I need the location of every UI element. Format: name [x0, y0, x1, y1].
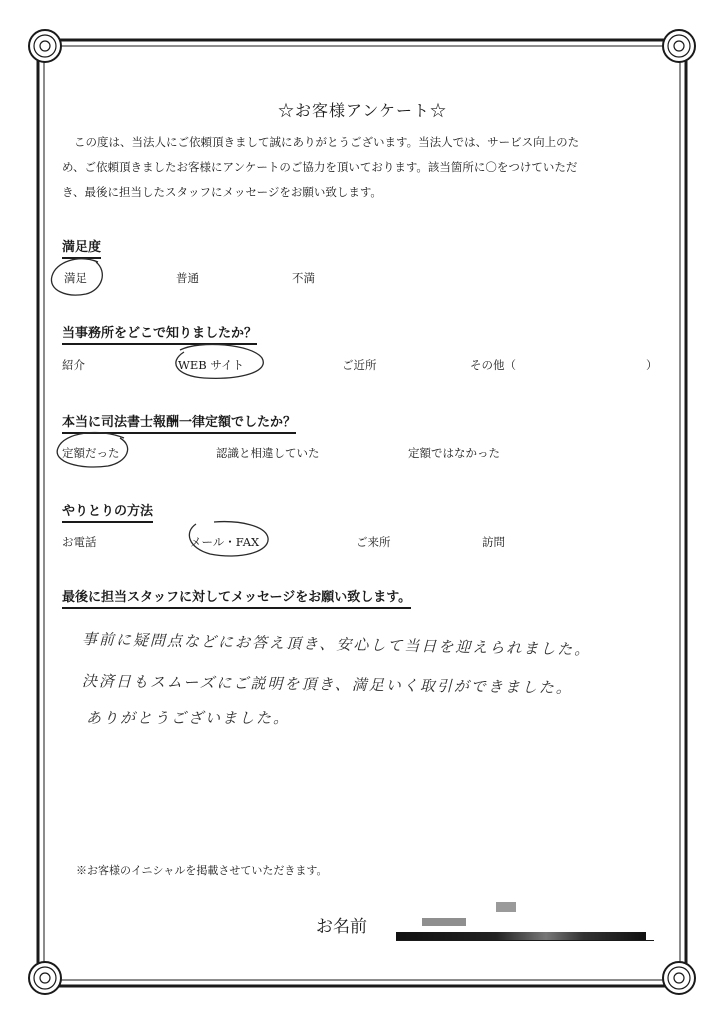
option-visit-office[interactable]: ご来所 [356, 535, 391, 549]
option-neighborhood[interactable]: ご近所 [342, 358, 377, 372]
corner-ornament-tr [663, 30, 695, 62]
option-satisfied[interactable]: 満足 [64, 271, 87, 285]
option-other-close: ） [646, 358, 658, 372]
survey-title: ☆お客様アンケート☆ [277, 101, 448, 120]
contact-method-heading: やりとりの方法 [62, 500, 153, 523]
option-differed[interactable]: 認識と相違していた [216, 446, 320, 460]
redacted-name-line [396, 932, 646, 940]
intro-line-3: き、最後に担当したスタッフにメッセージをお願い致します。 [62, 185, 382, 199]
corner-ornament-bl [29, 962, 61, 994]
option-website[interactable]: WEB サイト [178, 358, 245, 372]
option-fixed[interactable]: 定額だった [62, 446, 120, 460]
option-referral[interactable]: 紹介 [62, 358, 85, 372]
fixed-fee-heading: 本当に司法書士報酬一律定額でしたか？ [62, 411, 296, 434]
name-label: お名前 [316, 917, 367, 937]
option-not-fixed[interactable]: 定額ではなかった [408, 446, 500, 460]
option-other[interactable]: その他（ [470, 358, 516, 372]
intro-line-1: この度は、当法人にご依頼頂きまして誠にありがとうございます。当法人では、サービス向上のた [74, 135, 580, 149]
handwritten-line-1: 事前に疑問点などにお答え頂き、安心して当日を迎えられました。 [81, 630, 592, 659]
option-home-visit[interactable]: 訪問 [482, 535, 505, 549]
referral-heading: 当事務所をどこで知りましたか？ [62, 322, 257, 345]
name-underline [396, 940, 654, 941]
option-phone[interactable]: お電話 [62, 535, 97, 549]
redacted-name-block-1 [422, 918, 466, 926]
intro-line-2: め、ご依頼頂きましたお客様にアンケートのご協力を頂いております。該当箇所に〇をつけていただ [62, 160, 578, 174]
initials-footnote: ※お客様のイニシャルを掲載させていただきます。 [76, 864, 328, 877]
option-dissatisfied[interactable]: 不満 [292, 271, 315, 285]
handwritten-line-2: 決済日もスムーズにご説明を頂き、満足いく取引ができました。 [81, 672, 573, 697]
redacted-name-block-2 [496, 902, 516, 912]
corner-ornament-tl [29, 30, 61, 62]
option-mail-fax[interactable]: メール・FAX [190, 535, 260, 549]
intro-paragraph [62, 130, 672, 205]
message-heading: 最後に担当スタッフに対してメッセージをお願い致します。 [62, 586, 411, 609]
option-average[interactable]: 普通 [176, 271, 199, 285]
corner-ornament-br [663, 962, 695, 994]
handwritten-line-3: ありがとうございました。 [86, 709, 291, 727]
satisfaction-heading: 満足度 [62, 236, 101, 259]
